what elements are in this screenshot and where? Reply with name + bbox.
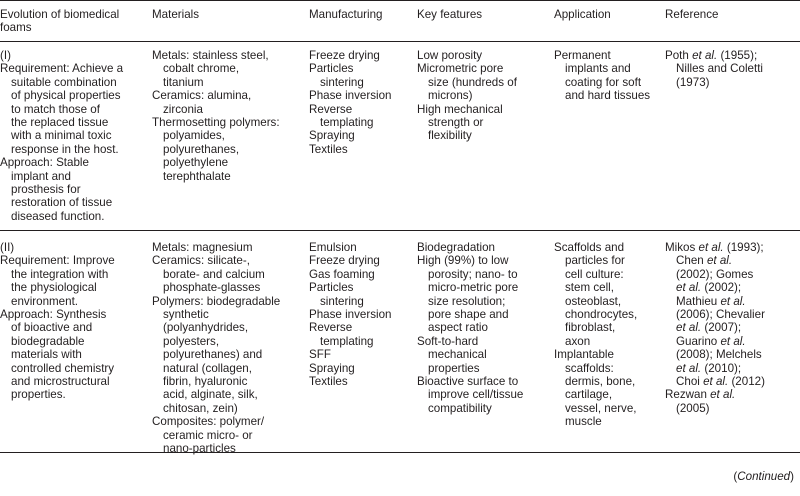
cell-line: Thermosetting polymers: <box>152 116 280 130</box>
cell-line: polyethylene <box>163 156 229 170</box>
header-key-features-text: Key features <box>417 8 483 21</box>
header-evolution-text: Evolution of biomedical foams <box>0 8 120 35</box>
cell-line: Metals: stainless steel, <box>152 49 269 62</box>
cell-line: et al. (2007); <box>676 321 742 335</box>
cell-line: Ceramics: alumina, <box>152 89 252 103</box>
cell-line: sintering <box>320 294 364 308</box>
cell-line: (I) <box>0 49 11 62</box>
cell-line: (2006); Chevalier <box>676 308 765 322</box>
header-rule <box>0 41 800 42</box>
cell-line: Scaffolds and <box>554 241 625 254</box>
cell-line: chitosan, zein) <box>163 401 238 415</box>
cell-line: Polymers: biodegradable <box>152 294 281 308</box>
cell-line: the replaced tissue <box>11 116 109 130</box>
cell-line: Nilles and Coletti <box>676 62 763 76</box>
cell-line: Phase inversion <box>309 89 392 103</box>
row1-evolution <box>0 49 123 223</box>
cell-line: the physiological <box>11 281 97 295</box>
cell-line: Mathieu et al. <box>676 294 746 308</box>
cell-line: Freeze drying <box>309 254 380 268</box>
cell-line: restoration of tissue <box>11 196 113 210</box>
cell-line: Particles <box>309 62 354 76</box>
cell-line: Mikos et al. (1993); <box>665 241 764 254</box>
cell-line: nano-particles <box>163 442 236 456</box>
cell-line: prosthesis for <box>11 183 81 197</box>
cell-line: of physical properties <box>11 89 121 103</box>
cell-line: High mechanical <box>417 102 503 116</box>
header-manufacturing-text: Manufacturing <box>309 8 383 21</box>
cell-line: improve cell/tissue <box>428 388 524 402</box>
cell-line: size (hundreds of <box>428 75 517 89</box>
row-divider <box>0 230 800 231</box>
row1-manufacturing <box>309 49 392 156</box>
cell-line: Micrometric pore <box>417 62 504 76</box>
cell-line: (2008); Melchels <box>676 348 762 362</box>
cell-line: Reverse <box>309 102 353 116</box>
cell-line: properties <box>428 361 480 375</box>
cell-line: (2005) <box>676 401 710 415</box>
cell-line: titanium <box>163 75 204 89</box>
cell-line: (polyanhydrides, <box>163 321 249 335</box>
cell-line: fibrin, hyaluronic <box>163 375 248 389</box>
cell-line: controlled chemistry <box>11 361 115 375</box>
cell-line: (II) <box>0 241 15 254</box>
cell-line: muscle <box>565 415 602 429</box>
cell-line: flexibility <box>428 129 472 143</box>
cell-line: polyurethanes, <box>163 142 240 156</box>
cell-line: scaffolds: <box>565 361 614 375</box>
cell-line: aspect ratio <box>428 321 488 335</box>
cell-line: cobalt chrome, <box>163 62 240 76</box>
row2-reference <box>665 241 765 415</box>
cell-line: et al. (2002); <box>676 281 742 295</box>
cell-line: Reverse <box>309 321 353 335</box>
header-materials-text: Materials <box>152 8 200 21</box>
cell-line: polyesters, <box>163 334 220 348</box>
cell-line: particles for <box>565 254 625 268</box>
cell-line: biodegradable <box>11 334 85 348</box>
cell-line: Freeze drying <box>309 49 380 62</box>
cell-line: diseased function. <box>11 209 105 223</box>
cell-line: templating <box>320 116 374 130</box>
cell-line: strength or <box>428 116 484 130</box>
cell-line: fibroblast, <box>565 321 616 335</box>
cell-line: High (99%) to low <box>417 254 509 268</box>
cell-line: synthetic <box>163 308 209 322</box>
cell-line: templating <box>320 334 374 348</box>
cell-line: suitable combination <box>11 75 117 89</box>
cell-line: materials with <box>11 348 82 362</box>
cell-line: response in the host. <box>11 142 119 156</box>
cell-line: Requirement: Improve <box>0 254 115 268</box>
row2-application <box>554 241 637 429</box>
header-application-text: Application <box>554 8 611 21</box>
cell-line: Ceramics: silicate-, <box>152 254 250 268</box>
cell-line: Emulsion <box>309 241 357 254</box>
row1-materials <box>152 49 280 183</box>
cell-line: Biodegradation <box>417 241 495 254</box>
cell-line: Phase inversion <box>309 308 392 322</box>
cell-line: Approach: Synthesis <box>0 308 107 322</box>
header-key-features <box>417 8 482 21</box>
bottom-rule <box>0 452 800 453</box>
cell-line: implants and <box>565 62 631 76</box>
cell-line: implant and <box>11 169 71 183</box>
cell-line: environment. <box>11 294 79 308</box>
cell-line: Guarino et al. <box>676 334 746 348</box>
cell-line: dermis, bone, <box>565 375 636 389</box>
cell-line: Particles <box>309 281 354 295</box>
cell-line: phosphate-glasses <box>163 281 261 295</box>
cell-line: et al. (2010); <box>676 361 742 375</box>
continued-text: (Continued) <box>733 470 794 483</box>
cell-line: Requirement: Achieve a <box>0 62 124 76</box>
cell-line: to match those of <box>11 102 100 116</box>
row1-features <box>417 49 517 143</box>
header-materials <box>152 8 199 21</box>
row2-manufacturing <box>309 241 392 388</box>
cell-line: Rezwan et al. <box>665 388 736 402</box>
cell-line: axon <box>565 334 591 348</box>
cell-line: sintering <box>320 75 364 89</box>
row1-reference <box>665 49 763 89</box>
cell-line: micro-metric pore <box>428 281 519 295</box>
cell-line: size resolution; <box>428 294 506 308</box>
cell-line: acid, alginate, silk, <box>163 388 258 402</box>
header-reference-text: Reference <box>665 8 719 21</box>
cell-line: and hard tissues <box>565 89 651 103</box>
cell-line: stem cell, <box>565 281 614 295</box>
header-application <box>554 8 611 21</box>
cell-line: ceramic micro- or <box>163 428 253 442</box>
cell-line: cartilage, <box>565 388 613 402</box>
cell-line: Low porosity <box>417 49 483 62</box>
cell-line: osteoblast, <box>565 294 622 308</box>
cell-line: the integration with <box>11 267 109 281</box>
cell-line: with a minimal toxic <box>11 129 112 143</box>
row2-features <box>417 241 523 415</box>
top-rule <box>0 0 800 1</box>
cell-line: pore shape and <box>428 308 509 322</box>
cell-line: and microstructural <box>11 375 110 389</box>
cell-line: polyamides, <box>163 129 225 143</box>
cell-line: Approach: Stable <box>0 156 89 170</box>
cell-line: Choi et al. (2012) <box>676 375 765 389</box>
header-reference <box>665 8 719 21</box>
cell-line: mechanical <box>428 348 487 362</box>
cell-line: Textiles <box>309 375 348 389</box>
cell-line: Textiles <box>309 142 348 156</box>
cell-line: Spraying <box>309 129 355 143</box>
cell-line: SFF <box>309 348 331 362</box>
cell-line: Permanent <box>554 49 611 62</box>
cell-line: Spraying <box>309 361 355 375</box>
row1-application <box>554 49 650 103</box>
cell-line: chondrocytes, <box>565 308 638 322</box>
cell-line: terephthalate <box>163 169 231 183</box>
cell-line: porosity; nano- to <box>428 267 518 281</box>
cell-line: cell culture: <box>565 267 624 281</box>
cell-line: borate- and calcium <box>163 267 265 281</box>
cell-line: Composites: polymer/ <box>152 415 265 429</box>
header-manufacturing <box>309 8 382 21</box>
cell-line: microns) <box>428 89 473 103</box>
cell-line: Poth et al. (1955); <box>665 49 758 62</box>
cell-line: Chen et al. <box>676 254 733 268</box>
row2-evolution <box>0 241 115 402</box>
cell-line: polyurethanes) and <box>163 348 263 362</box>
header-evolution <box>0 8 142 35</box>
cell-line: Soft-to-hard <box>417 334 479 348</box>
row2-materials <box>152 241 280 456</box>
cell-line: compatibility <box>428 401 492 415</box>
cell-line: (2002); Gomes <box>676 267 754 281</box>
cell-line: zirconia <box>163 102 203 116</box>
cell-line: of bioactive and <box>11 321 93 335</box>
cell-line: Bioactive surface to <box>417 375 519 389</box>
cell-line: Implantable <box>554 348 614 362</box>
cell-line: natural (collagen, <box>163 361 252 375</box>
cell-line: Gas foaming <box>309 267 375 281</box>
cell-line: vessel, nerve, <box>565 401 637 415</box>
cell-line: (1973) <box>676 75 710 89</box>
cell-line: coating for soft <box>565 75 642 89</box>
continued-label <box>733 470 794 483</box>
cell-line: Metals: magnesium <box>152 241 253 254</box>
cell-line: properties. <box>11 388 66 402</box>
